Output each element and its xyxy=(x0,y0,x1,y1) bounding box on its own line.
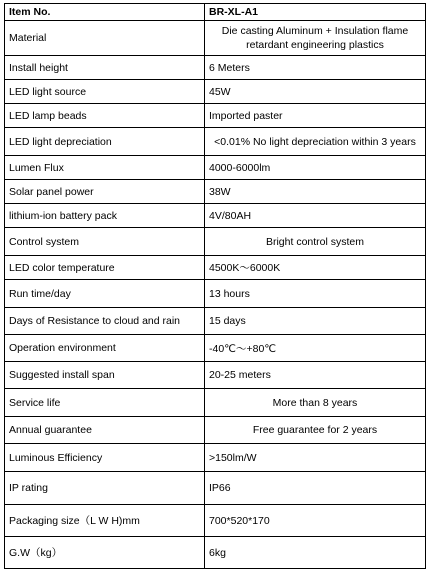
header-label: Item No. xyxy=(5,4,205,21)
table-row xyxy=(5,280,426,308)
table-row xyxy=(5,308,426,335)
row-value: IP66 xyxy=(205,472,426,505)
row-label: Operation environment xyxy=(5,335,205,362)
row-label: lithium-ion battery pack xyxy=(5,204,205,228)
spec-table xyxy=(4,3,426,569)
table-row xyxy=(5,362,426,389)
row-label: Material xyxy=(5,21,205,56)
row-label: Packaging size（L W H)mm xyxy=(5,505,205,537)
row-label: Luminous Efficiency xyxy=(5,444,205,472)
row-label: LED lamp beads xyxy=(5,104,205,128)
row-label: LED light depreciation xyxy=(5,128,205,156)
row-value: 4500K～6000K xyxy=(205,256,426,280)
table-row xyxy=(5,228,426,256)
table-row xyxy=(5,80,426,104)
row-value: Bright control system xyxy=(205,228,426,256)
row-value: -40℃～+80℃ xyxy=(205,335,426,362)
row-label: Days of Resistance to cloud and rain xyxy=(5,308,205,335)
table-row xyxy=(5,204,426,228)
row-value: 20-25 meters xyxy=(205,362,426,389)
row-label: LED light source xyxy=(5,80,205,104)
row-label: LED color temperature xyxy=(5,256,205,280)
row-value: >150lm/W xyxy=(205,444,426,472)
table-row xyxy=(5,180,426,204)
row-value: 13 hours xyxy=(205,280,426,308)
table-row xyxy=(5,21,426,56)
row-label: G.W（kg） xyxy=(5,537,205,569)
table-row xyxy=(5,104,426,128)
table-row xyxy=(5,417,426,444)
table-row xyxy=(5,156,426,180)
table-row xyxy=(5,505,426,537)
row-label: Solar panel power xyxy=(5,180,205,204)
row-label: Suggested install span xyxy=(5,362,205,389)
row-value: 6kg xyxy=(205,537,426,569)
row-value: 4V/80AH xyxy=(205,204,426,228)
row-value: 15 days xyxy=(205,308,426,335)
row-label: Service life xyxy=(5,389,205,417)
row-value: 6 Meters xyxy=(205,56,426,80)
table-row xyxy=(5,335,426,362)
row-label: IP rating xyxy=(5,472,205,505)
row-value: Imported paster xyxy=(205,104,426,128)
table-row xyxy=(5,256,426,280)
table-header-row xyxy=(5,4,426,21)
row-value: 38W xyxy=(205,180,426,204)
row-label: Annual guarantee xyxy=(5,417,205,444)
table-row xyxy=(5,472,426,505)
row-value: 4000-6000lm xyxy=(205,156,426,180)
row-label: Install height xyxy=(5,56,205,80)
table-row xyxy=(5,56,426,80)
row-value: Free guarantee for 2 years xyxy=(205,417,426,444)
table-row xyxy=(5,444,426,472)
table-row xyxy=(5,128,426,156)
table-row xyxy=(5,537,426,569)
row-label: Lumen Flux xyxy=(5,156,205,180)
row-label: Run time/day xyxy=(5,280,205,308)
row-value: 700*520*170 xyxy=(205,505,426,537)
row-value: More than 8 years xyxy=(205,389,426,417)
row-value: Die casting Aluminum + Insulation flame retardant engineering plastics xyxy=(205,21,426,56)
row-value: 45W xyxy=(205,80,426,104)
table-row xyxy=(5,389,426,417)
row-label: Control system xyxy=(5,228,205,256)
row-value: <0.01% No light depreciation within 3 years xyxy=(205,128,426,156)
header-value: BR-XL-A1 xyxy=(205,4,426,21)
